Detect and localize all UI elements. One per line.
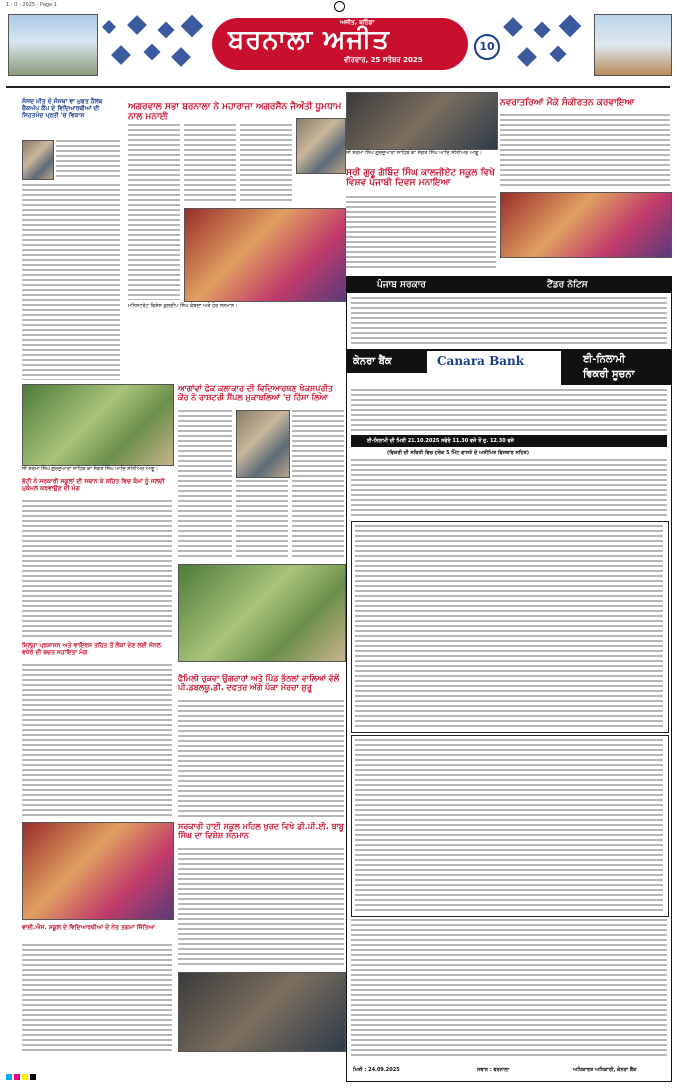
print-slug: 1 - 0 - 2025 - Page 1 [6,2,57,8]
award-headline: ਆਗਾਂਵਾਂ ਫੋਕ ਕਲਾਕਾਰ ਦੀ ਵਿਦਿਆਰਥਣ ਖੋਕਸਪ੍ਰੀਤ ਕੌਰ ਨੇ ਰਾਸ਼ਟਰੀ ਸੈਂਪਲ ਮੁਕਾਬਲਿਆਂ 'ਚ ਹਿੱਸਾ ਲਿਆ [178,384,333,403]
e-auction-label: ਈ-ਨਿਲਾਮੀ [583,354,626,365]
main-text-2 [184,124,236,204]
school2-group-photo [178,972,346,1052]
paper-subtitle: ਅਜੀਤ, ਬਠਿੰਡਾ [340,19,375,26]
school-text [346,196,496,270]
masthead-gate-photo [8,14,98,76]
col1-group-photo [22,384,174,466]
sports-text [22,944,172,1054]
col1-text-2 [22,184,120,380]
col1-portrait [22,140,54,180]
canara-bank-logo: Canara Bank [437,354,525,368]
auction-date-line: ਈ-ਨਿਲਾਮੀ ਦੀ ਮਿਤੀ 21.10.2025 ਸਵੇਰੇ 11.30 ਵਜੇ ਤੋਂ ਦੁ. 12.30 ਵਜੇ [367,438,514,444]
auction-sub-line: (ਵਿਕਰੀ ਦੀ ਸਥਿਤੀ ਵਿਚ ਹਰੇਕ 5 ਮਿੰਟ ਵਾਸਤੇ ਦੇ ਅਸੀਮਿਤ ਵਿਸਥਾਰ ਸਹਿਤ) [387,450,529,456]
registration-mark-icon [334,1,345,12]
main-text-3 [240,124,292,204]
farmers-headline: ਫੈਮਿਲੀ ਰੁਕਵਾ ਉਗਰਾਹਾਂ ਅਤੇ ਪਿੰਡ ਭੱਠਲਾਂ ਵਾਲਿਆਂ ਵੱਲੋਂ ਪੀ.ਡਬਲਯੂ.ਡੀ. ਦਫਤਰ ਅੱਗੇ ਪੱਕਾ ਮੋਰਚਾ ਸ਼ੁਰੂ [178,674,340,693]
col1-text-3 [22,500,172,638]
main-text-1 [128,124,180,300]
canara-date-footer: ਮਿਤੀ : 24.09.2025 [353,1067,400,1073]
color-registration-strip [6,1072,670,1082]
canara-officer-footer: ਅਧਿਕਾਰਤ ਅਧਿਕਾਰੀ, ਕੇਨਰਾ ਬੈਂਕ [573,1067,637,1073]
school2-headline: ਸਰਕਾਰੀ ਹਾਈ ਸਕੂਲ ਮਹਿਲ ਖੁਰਦ ਵਿਖੇ ਡੀ.ਪੀ.ਈ. ਬਾਬੂ ਸਿੰਘ ਦਾ ਵਿਸ਼ੇਸ਼ ਸਨਮਾਨ [178,822,344,841]
school-headline: ਸ੍ਰੀ ਗੁਰੂ ਗੋਬਿੰਦ ਸਿੰਘ ਕਾਲਜੀਏਟ ਸਕੂਲ ਵਿਖੇ ਵਿਸ਼ਵ ਪੰਜਾਬੀ ਦਿਵਸ ਮਨਾਇਆ [346,168,495,189]
canara-place-footer: ਸਥਾਨ : ਬਰਨਾਲਾ [477,1067,510,1073]
col1-headline: ਸੰਸਦ ਮੀਤ ਦੇ ਸੰਸਥਾ ਵਾ ਮੁਫਤ ਹੈਲਥ ਚੈਕਅੱਪ ਕੈਂਪ ਦੇ ਵਿਦਿਆਰਥੀਆਂ ਦੀ ਸਿਹਤਮੰਦ ਪ੍ਰਤੀ 'ਚ ਵਿਕਾਸ [22,98,103,119]
canara-body-1 [351,459,667,519]
masthead-date: ਵੀਰਵਾਰ, 25 ਸਤੰਬਰ 2025 [344,56,423,64]
col1-headline-3: ਜ਼ਿਲ੍ਹਾ ਪ੍ਰਸ਼ਾਸਨ ਅਤੇ ਵਾਇਰਸ ਤਹਿਤ ਤੋਂ ਲੋਕਾਂ ਦੇਣ ਲਈ ਜੋਨਲ ਵਧੇਰੇ ਦੀ ਬਚਤ ਸਹਾਇਤਾ ਮੰਗ [22,642,161,656]
masthead-pattern-left [100,14,210,76]
school2-text [178,848,344,968]
canara-table-1-text [355,525,663,727]
tender-notice-label: ਟੈਂਡਰ ਨੋਟਿਸ [547,280,588,290]
masthead-rule [6,86,670,88]
navratre-photo [500,192,672,258]
main-headline: ਅਗਰਵਾਲ ਸਭਾ ਬਰਨਾਲਾ ਨੇ ਮਹਾਰਾਜਾ ਅਗਰਸੈਨ ਜੈਅੰਤੀ ਧੂਮਧਾਮ ਨਾਲ ਮਨਾਈ [128,102,342,123]
masthead-monument-photo [594,14,672,76]
main-photo-caption: ਮਨਿਸ਼ਟਰੇਟ ਵਿਸ਼ੇਸ ਕੁਲਦੀਪ ਸਿੰਘ ਕੰਬਦਾ ਅਤੇ ਹੋਰ ਸਨਮਾਨ। [128,303,238,309]
school2-caption [178,1052,344,1058]
navratre-caption [500,258,670,264]
school2-photo [22,822,174,920]
paper-name: ਬਰਨਾਲਾ ਅਜੀਤ [228,25,390,55]
sale-notice-label: ਵਿਕਰੀ ਸੂਚਨਾ [583,369,635,380]
navratre-headline: ਨਵਰਾਤਰਿਆਂ ਮੌਕੇ ਸੰਕੀਰਤਨ ਕਰਵਾਇਆ [500,98,635,108]
award-text-3 [236,480,288,560]
school-photo-caption: ਸੀ ਸ਼ਰਮਾ ਸਿੰਘ ਗੁਰਦੁਆਰਾ ਸਾਹਿਬ ਕਾ ਸੰਗਤ ਸਿੰਘ ਆਦਿ ਸੀਨੀਅਰ ਆਗੂ। [346,150,482,156]
col1-headline-2: ਭੱਟੀ ਨੇ ਸਰਕਾਰੀ ਸਕੂਲਾਂ ਦੀ ਸਥਾਨ ਕੇ ਸਹਿਤ ਵਿਚ ਕੰਮਾਂ ਨੂੰ ਜਲਦੀ ਮੁਕੰਮਲ ਕਰਵਾਉਣ ਦੀ ਮੰਗ [22,478,165,492]
masthead [0,12,677,92]
sports-headline: ਵਾਈ.ਐਸ. ਸਕੂਲ ਦੇ ਵਿਦਿਆਰਥੀਆਂ ਦੇ ਨੇਤ ਤਗਮਾ ਜਿੱਤਿਆ [22,924,155,931]
award-text-2 [292,410,344,560]
main-photo-large [184,208,346,302]
col1-text-4 [22,664,172,818]
award-text-1 [178,410,232,560]
page-number-badge: 10 [474,34,500,60]
tender-table [351,297,667,345]
col1-photo-caption: ਸੀ ਸ਼ਰਮਾ ਸਿੰਘ ਗੁਰਦੁਆਰਾ ਸਾਹਿਬ ਕਾ ਸੰਗਤ ਸਿੰਘ ਆਦਿ ਸੀਨੀਅਰ ਆਗੂ। [22,466,158,472]
punjab-govt-label: ਪੰਜਾਬ ਸਰਕਾਰ [377,280,426,290]
masthead-pattern-right [500,14,590,76]
col1-text-1 [56,140,120,180]
farmers-text [178,700,344,818]
school-photo-top [346,92,498,150]
farmers-caption [178,662,344,668]
canara-ad [346,350,672,1082]
canara-intro [351,389,667,433]
main-photo-small [296,118,346,174]
canara-terms [351,919,667,1059]
farmers-photo [178,564,346,662]
navratre-text [500,114,670,188]
canara-punjabi-label: ਕੇਨਰਾ ਬੈਂਕ [353,356,392,367]
tender-ad [346,276,672,350]
award-portrait [236,410,290,478]
canara-table-2-text [355,739,663,911]
